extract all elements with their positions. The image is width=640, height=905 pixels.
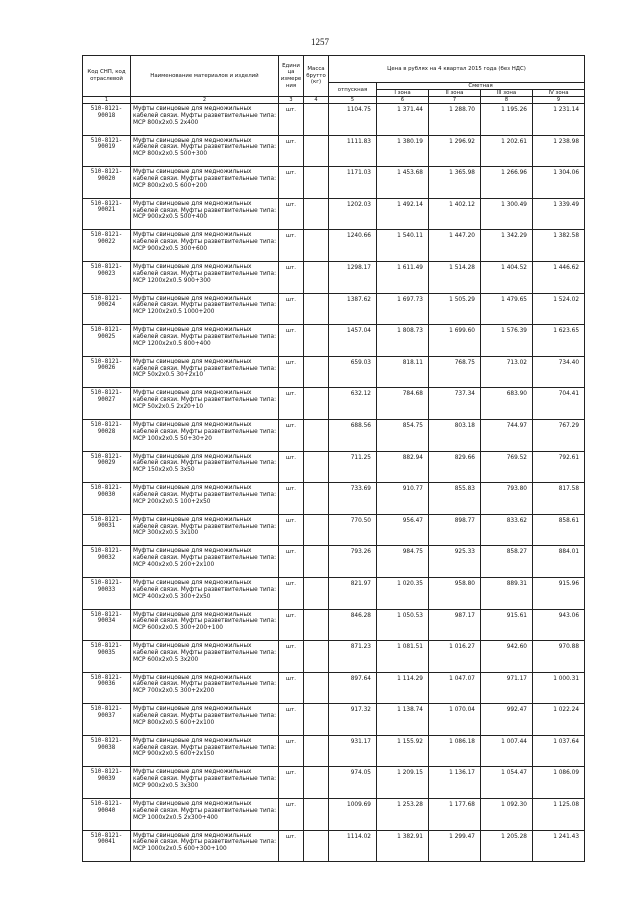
cell-name: Муфты свинцовые для медножильных кабелей связи. Муфты разветвительные типа: МСР 700х2х0.5 300+2х200 xyxy=(131,672,279,704)
cell-zone3-price: 1 300.49 xyxy=(481,198,533,230)
table-row xyxy=(83,735,585,767)
cell-name: Муфты свинцовые для медножильных кабелей связи. Муфты разветвительные типа: МСР 200х2х0.5 100+2х50 xyxy=(131,483,279,515)
cell-zone2-price: 958.80 xyxy=(429,577,481,609)
cell-zone3-price: 1 195.26 xyxy=(481,104,533,136)
table-row xyxy=(83,198,585,230)
cell-mass xyxy=(304,767,329,799)
table-row xyxy=(83,799,585,831)
cell-unit: шт. xyxy=(279,799,304,831)
cell-code: 510-8121-90021 xyxy=(83,198,131,230)
cell-zone2-price: 1 402.12 xyxy=(429,198,481,230)
cell-zone4-price: 1 339.49 xyxy=(533,198,585,230)
cell-zone4-price: 792.61 xyxy=(533,451,585,483)
cell-zone2-price: 829.66 xyxy=(429,451,481,483)
cell-code: 510-8121-90033 xyxy=(83,577,131,609)
cell-release-price: 659.03 xyxy=(329,356,377,388)
table-row xyxy=(83,704,585,736)
cell-zone2-price: 1 288.70 xyxy=(429,104,481,136)
cell-mass xyxy=(304,167,329,199)
cell-zone1-price: 1 155.92 xyxy=(377,735,429,767)
cell-mass xyxy=(304,609,329,641)
table-row xyxy=(83,483,585,515)
cell-unit: шт. xyxy=(279,388,304,420)
column-number: 8 xyxy=(481,97,533,104)
cell-zone3-price: 683.90 xyxy=(481,388,533,420)
cell-zone2-price: 1 296.92 xyxy=(429,135,481,167)
cell-unit: шт. xyxy=(279,609,304,641)
cell-zone4-price: 1 022.24 xyxy=(533,704,585,736)
cell-release-price: 871.23 xyxy=(329,641,377,673)
cell-mass xyxy=(304,230,329,262)
cell-zone2-price: 1 086.18 xyxy=(429,735,481,767)
cell-mass xyxy=(304,641,329,673)
cell-zone3-price: 915.61 xyxy=(481,609,533,641)
cell-zone2-price: 1 447.20 xyxy=(429,230,481,262)
cell-release-price: 1104.75 xyxy=(329,104,377,136)
cell-unit: шт. xyxy=(279,230,304,262)
cell-code: 510-8121-90031 xyxy=(83,514,131,546)
cell-code: 510-8121-90035 xyxy=(83,641,131,673)
cell-zone1-price: 956.47 xyxy=(377,514,429,546)
cell-zone4-price: 884.01 xyxy=(533,546,585,578)
cell-release-price: 931.17 xyxy=(329,735,377,767)
cell-unit: шт. xyxy=(279,514,304,546)
cell-mass xyxy=(304,514,329,546)
table-row xyxy=(83,546,585,578)
cell-zone2-price: 1 016.27 xyxy=(429,641,481,673)
cell-zone2-price: 925.33 xyxy=(429,546,481,578)
column-number: 6 xyxy=(377,97,429,104)
table-row xyxy=(83,230,585,262)
cell-zone4-price: 817.58 xyxy=(533,483,585,515)
column-number: 9 xyxy=(533,97,585,104)
cell-unit: шт. xyxy=(279,135,304,167)
cell-zone1-price: 1 253.28 xyxy=(377,799,429,831)
column-number: 4 xyxy=(304,97,329,104)
cell-zone3-price: 1 342.29 xyxy=(481,230,533,262)
table-row xyxy=(83,514,585,546)
cell-zone3-price: 992.47 xyxy=(481,704,533,736)
cell-code: 510-8121-90032 xyxy=(83,546,131,578)
cell-unit: шт. xyxy=(279,735,304,767)
cell-code: 510-8121-90038 xyxy=(83,735,131,767)
cell-zone3-price: 858.27 xyxy=(481,546,533,578)
cell-code: 510-8121-90039 xyxy=(83,767,131,799)
cell-release-price: 1457.04 xyxy=(329,325,377,357)
cell-unit: шт. xyxy=(279,830,304,862)
cell-release-price: 917.32 xyxy=(329,704,377,736)
cell-name: Муфты свинцовые для медножильных кабелей связи. Муфты разветвительные типа: МСР 150х2х0.5 3х50 xyxy=(131,451,279,483)
cell-name: Муфты свинцовые для медножильных кабелей связи. Муфты разветвительные типа: МСР 800х2х0.5 600+200 xyxy=(131,167,279,199)
cell-zone1-price: 1 697.73 xyxy=(377,293,429,325)
cell-zone3-price: 713.02 xyxy=(481,356,533,388)
cell-mass xyxy=(304,293,329,325)
table-row xyxy=(83,641,585,673)
cell-zone4-price: 1 231.14 xyxy=(533,104,585,136)
cell-name: Муфты свинцовые для медножильных кабелей связи. Муфты разветвительные типа: МСР 400х2х0.5 300+2х50 xyxy=(131,577,279,609)
cell-release-price: 1387.62 xyxy=(329,293,377,325)
cell-zone2-price: 1 299.47 xyxy=(429,830,481,862)
cell-release-price: 1114.02 xyxy=(329,830,377,862)
cell-code: 510-8121-90022 xyxy=(83,230,131,262)
cell-name: Муфты свинцовые для медножильных кабелей связи. Муфты разветвительные типа: МСР 100х2х0.5 50+30+20 xyxy=(131,419,279,451)
header-zone-3: III зона xyxy=(481,90,533,97)
cell-zone3-price: 793.80 xyxy=(481,483,533,515)
cell-code: 510-8121-90040 xyxy=(83,799,131,831)
column-number: 3 xyxy=(279,97,304,104)
table-row xyxy=(83,672,585,704)
column-number: 1 xyxy=(83,97,131,104)
cell-release-price: 770.50 xyxy=(329,514,377,546)
cell-mass xyxy=(304,577,329,609)
cell-mass xyxy=(304,198,329,230)
cell-name: Муфты свинцовые для медножильных кабелей связи. Муфты разветвительные типа: МСР 900х2х0.5 500+400 xyxy=(131,198,279,230)
cell-name: Муфты свинцовые для медножильных кабелей связи. Муфты разветвительные типа: МСР 600х2х0.5 300+200+100 xyxy=(131,609,279,641)
cell-zone3-price: 942.60 xyxy=(481,641,533,673)
cell-zone1-price: 1 808.73 xyxy=(377,325,429,357)
cell-zone1-price: 1 020.35 xyxy=(377,577,429,609)
cell-mass xyxy=(304,735,329,767)
cell-zone4-price: 1 382.58 xyxy=(533,230,585,262)
table-row xyxy=(83,293,585,325)
cell-zone3-price: 1 404.52 xyxy=(481,261,533,293)
cell-zone4-price: 858.61 xyxy=(533,514,585,546)
cell-zone3-price: 1 576.39 xyxy=(481,325,533,357)
cell-release-price: 793.26 xyxy=(329,546,377,578)
cell-zone1-price: 1 138.74 xyxy=(377,704,429,736)
cell-zone1-price: 1 081.51 xyxy=(377,641,429,673)
header-zone-2: II зона xyxy=(429,90,481,97)
cell-zone3-price: 833.62 xyxy=(481,514,533,546)
cell-zone3-price: 1 007.44 xyxy=(481,735,533,767)
cell-unit: шт. xyxy=(279,356,304,388)
cell-mass xyxy=(304,325,329,357)
cell-zone1-price: 1 380.19 xyxy=(377,135,429,167)
cell-release-price: 632.12 xyxy=(329,388,377,420)
cell-zone3-price: 1 092.30 xyxy=(481,799,533,831)
table-row xyxy=(83,767,585,799)
cell-release-price: 1298.17 xyxy=(329,261,377,293)
cell-zone1-price: 1 050.53 xyxy=(377,609,429,641)
table-row xyxy=(83,356,585,388)
table-row xyxy=(83,830,585,862)
header-zone-1: I зона xyxy=(377,90,429,97)
cell-zone2-price: 803.18 xyxy=(429,419,481,451)
page-number: 1257 xyxy=(311,37,329,47)
cell-zone3-price: 1 202.61 xyxy=(481,135,533,167)
cell-unit: шт. xyxy=(279,546,304,578)
cell-zone3-price: 1 266.96 xyxy=(481,167,533,199)
cell-release-price: 711.25 xyxy=(329,451,377,483)
cell-mass xyxy=(304,135,329,167)
cell-release-price: 897.64 xyxy=(329,672,377,704)
cell-code: 510-8121-90024 xyxy=(83,293,131,325)
cell-zone4-price: 1 037.64 xyxy=(533,735,585,767)
column-number: 7 xyxy=(429,97,481,104)
cell-mass xyxy=(304,419,329,451)
cell-name: Муфты свинцовые для медножильных кабелей связи. Муфты разветвительные типа: МСР 900х2х0.5 600+2х150 xyxy=(131,735,279,767)
cell-zone2-price: 1 177.68 xyxy=(429,799,481,831)
cell-release-price: 1202.03 xyxy=(329,198,377,230)
cell-release-price: 846.28 xyxy=(329,609,377,641)
cell-name: Муфты свинцовые для медножильных кабелей связи. Муфты разветвительные типа: МСР 800х2х0.5 600+2х100 xyxy=(131,704,279,736)
cell-unit: шт. xyxy=(279,483,304,515)
cell-release-price: 1171.03 xyxy=(329,167,377,199)
header-release: отпускная xyxy=(329,83,377,97)
cell-code: 510-8121-90036 xyxy=(83,672,131,704)
column-number-row xyxy=(83,97,585,104)
cell-unit: шт. xyxy=(279,104,304,136)
cell-name: Муфты свинцовые для медножильных кабелей связи. Муфты разветвительные типа: МСР 300х2х0.5 3х100 xyxy=(131,514,279,546)
cell-zone3-price: 744.97 xyxy=(481,419,533,451)
cell-unit: шт. xyxy=(279,167,304,199)
cell-zone3-price: 1 054.47 xyxy=(481,767,533,799)
table-body xyxy=(83,104,585,862)
cell-zone4-price: 1 623.65 xyxy=(533,325,585,357)
cell-mass xyxy=(304,388,329,420)
cell-mass xyxy=(304,672,329,704)
cell-zone3-price: 769.52 xyxy=(481,451,533,483)
table-row xyxy=(83,261,585,293)
cell-zone4-price: 1 238.98 xyxy=(533,135,585,167)
cell-zone4-price: 915.96 xyxy=(533,577,585,609)
header-estimated: Сметная xyxy=(377,83,585,90)
cell-zone4-price: 1 524.02 xyxy=(533,293,585,325)
cell-unit: шт. xyxy=(279,767,304,799)
cell-unit: шт. xyxy=(279,577,304,609)
cell-zone2-price: 1 514.28 xyxy=(429,261,481,293)
cell-release-price: 974.05 xyxy=(329,767,377,799)
cell-zone1-price: 1 492.14 xyxy=(377,198,429,230)
cell-mass xyxy=(304,104,329,136)
cell-zone1-price: 882.94 xyxy=(377,451,429,483)
cell-name: Муфты свинцовые для медножильных кабелей связи. Муфты разветвительные типа: МСР 1200х2х0.5 800+400 xyxy=(131,325,279,357)
cell-zone3-price: 971.17 xyxy=(481,672,533,704)
cell-unit: шт. xyxy=(279,325,304,357)
cell-zone2-price: 855.83 xyxy=(429,483,481,515)
cell-unit: шт. xyxy=(279,198,304,230)
column-number: 5 xyxy=(329,97,377,104)
cell-zone2-price: 1 505.29 xyxy=(429,293,481,325)
cell-unit: шт. xyxy=(279,704,304,736)
table-row xyxy=(83,104,585,136)
cell-zone2-price: 1 047.07 xyxy=(429,672,481,704)
cell-release-price: 1111.83 xyxy=(329,135,377,167)
cell-zone1-price: 1 371.44 xyxy=(377,104,429,136)
cell-mass xyxy=(304,704,329,736)
cell-code: 510-8121-90026 xyxy=(83,356,131,388)
cell-name: Муфты свинцовые для медножильных кабелей связи. Муфты разветвительные типа: МСР 50х2х0.5 30+2х10 xyxy=(131,356,279,388)
cell-zone1-price: 984.75 xyxy=(377,546,429,578)
cell-zone4-price: 1 241.43 xyxy=(533,830,585,862)
cell-code: 510-8121-90034 xyxy=(83,609,131,641)
cell-zone1-price: 1 611.49 xyxy=(377,261,429,293)
cell-code: 510-8121-90029 xyxy=(83,451,131,483)
cell-zone1-price: 784.68 xyxy=(377,388,429,420)
table-row xyxy=(83,577,585,609)
cell-name: Муфты свинцовые для медножильных кабелей связи. Муфты разветвительные типа: МСР 900х2х0.5 3х300 xyxy=(131,767,279,799)
header-price-title: Цена в рублях на 4 квартал 2015 года (без НДС) xyxy=(329,56,585,83)
table-row xyxy=(83,167,585,199)
cell-name: Муфты свинцовые для медножильных кабелей связи. Муфты разветвительные типа: МСР 1200х2х0.5 900+300 xyxy=(131,261,279,293)
cell-zone1-price: 1 540.11 xyxy=(377,230,429,262)
cell-code: 510-8121-90027 xyxy=(83,388,131,420)
header-code: Код СНП, код отраслевой xyxy=(83,56,131,97)
cell-zone4-price: 704.41 xyxy=(533,388,585,420)
table-row xyxy=(83,419,585,451)
cell-release-price: 688.56 xyxy=(329,419,377,451)
cell-code: 510-8121-90028 xyxy=(83,419,131,451)
price-table xyxy=(82,55,585,862)
cell-code: 510-8121-90020 xyxy=(83,167,131,199)
cell-zone4-price: 970.88 xyxy=(533,641,585,673)
table-row xyxy=(83,388,585,420)
column-number: 2 xyxy=(131,97,279,104)
cell-zone3-price: 889.31 xyxy=(481,577,533,609)
cell-name: Муфты свинцовые для медножильных кабелей связи. Муфты разветвительные типа: МСР 800х2х0.5 500+300 xyxy=(131,135,279,167)
cell-release-price: 1009.69 xyxy=(329,799,377,831)
cell-zone3-price: 1 205.28 xyxy=(481,830,533,862)
header-mass: Масса брутто (кг) xyxy=(304,56,329,97)
cell-mass xyxy=(304,261,329,293)
header-name: Наименование материалов и изделий xyxy=(131,56,279,97)
cell-mass xyxy=(304,451,329,483)
header-zone-4: IV зона xyxy=(533,90,585,97)
cell-mass xyxy=(304,546,329,578)
cell-zone2-price: 1 699.60 xyxy=(429,325,481,357)
cell-name: Муфты свинцовые для медножильных кабелей связи. Муфты разветвительные типа: МСР 50х2х0.5 2х20+10 xyxy=(131,388,279,420)
cell-mass xyxy=(304,483,329,515)
cell-zone1-price: 1 453.68 xyxy=(377,167,429,199)
cell-code: 510-8121-90025 xyxy=(83,325,131,357)
table-header xyxy=(83,56,585,104)
table-row xyxy=(83,451,585,483)
cell-zone2-price: 768.75 xyxy=(429,356,481,388)
cell-zone4-price: 1 086.09 xyxy=(533,767,585,799)
table-row xyxy=(83,135,585,167)
cell-unit: шт. xyxy=(279,672,304,704)
cell-zone2-price: 987.17 xyxy=(429,609,481,641)
cell-zone4-price: 767.29 xyxy=(533,419,585,451)
cell-unit: шт. xyxy=(279,261,304,293)
cell-zone1-price: 1 114.29 xyxy=(377,672,429,704)
cell-zone4-price: 734.40 xyxy=(533,356,585,388)
cell-release-price: 821.97 xyxy=(329,577,377,609)
cell-zone3-price: 1 479.65 xyxy=(481,293,533,325)
cell-zone1-price: 910.77 xyxy=(377,483,429,515)
cell-mass xyxy=(304,830,329,862)
cell-mass xyxy=(304,356,329,388)
cell-zone4-price: 943.06 xyxy=(533,609,585,641)
cell-release-price: 1240.66 xyxy=(329,230,377,262)
cell-zone2-price: 1 365.98 xyxy=(429,167,481,199)
table-row xyxy=(83,325,585,357)
cell-zone2-price: 1 070.04 xyxy=(429,704,481,736)
cell-code: 510-8121-90030 xyxy=(83,483,131,515)
cell-zone4-price: 1 125.08 xyxy=(533,799,585,831)
cell-name: Муфты свинцовые для медножильных кабелей связи. Муфты разветвительные типа: МСР 1000х2х0.5 2х300+400 xyxy=(131,799,279,831)
cell-zone2-price: 898.77 xyxy=(429,514,481,546)
cell-code: 510-8121-90041 xyxy=(83,830,131,862)
cell-zone1-price: 1 382.91 xyxy=(377,830,429,862)
cell-mass xyxy=(304,799,329,831)
cell-zone1-price: 1 209.15 xyxy=(377,767,429,799)
cell-zone1-price: 818.11 xyxy=(377,356,429,388)
cell-unit: шт. xyxy=(279,641,304,673)
cell-zone4-price: 1 446.62 xyxy=(533,261,585,293)
cell-name: Муфты свинцовые для медножильных кабелей связи. Муфты разветвительные типа: МСР 1200х2х0.5 1000+200 xyxy=(131,293,279,325)
cell-zone4-price: 1 000.31 xyxy=(533,672,585,704)
cell-code: 510-8121-90019 xyxy=(83,135,131,167)
cell-unit: шт. xyxy=(279,451,304,483)
cell-code: 510-8121-90018 xyxy=(83,104,131,136)
cell-name: Муфты свинцовые для медножильных кабелей связи. Муфты разветвительные типа: МСР 900х2х0.5 300+600 xyxy=(131,230,279,262)
cell-name: Муфты свинцовые для медножильных кабелей связи. Муфты разветвительные типа: МСР 600х2х0.5 3х200 xyxy=(131,641,279,673)
cell-name: Муфты свинцовые для медножильных кабелей связи. Муфты разветвительные типа: МСР 800х2х0.5 2х400 xyxy=(131,104,279,136)
cell-zone4-price: 1 304.06 xyxy=(533,167,585,199)
cell-release-price: 733.69 xyxy=(329,483,377,515)
table-row xyxy=(83,609,585,641)
cell-zone2-price: 1 136.17 xyxy=(429,767,481,799)
cell-name: Муфты свинцовые для медножильных кабелей связи. Муфты разветвительные типа: МСР 1000х2х0.5 600+300+100 xyxy=(131,830,279,862)
cell-code: 510-8121-90023 xyxy=(83,261,131,293)
cell-zone2-price: 737.34 xyxy=(429,388,481,420)
cell-unit: шт. xyxy=(279,419,304,451)
cell-name: Муфты свинцовые для медножильных кабелей связи. Муфты разветвительные типа: МСР 400х2х0.5 200+2х100 xyxy=(131,546,279,578)
header-unit: Едини ца измере ния xyxy=(279,56,304,97)
cell-zone1-price: 854.75 xyxy=(377,419,429,451)
cell-code: 510-8121-90037 xyxy=(83,704,131,736)
cell-unit: шт. xyxy=(279,293,304,325)
